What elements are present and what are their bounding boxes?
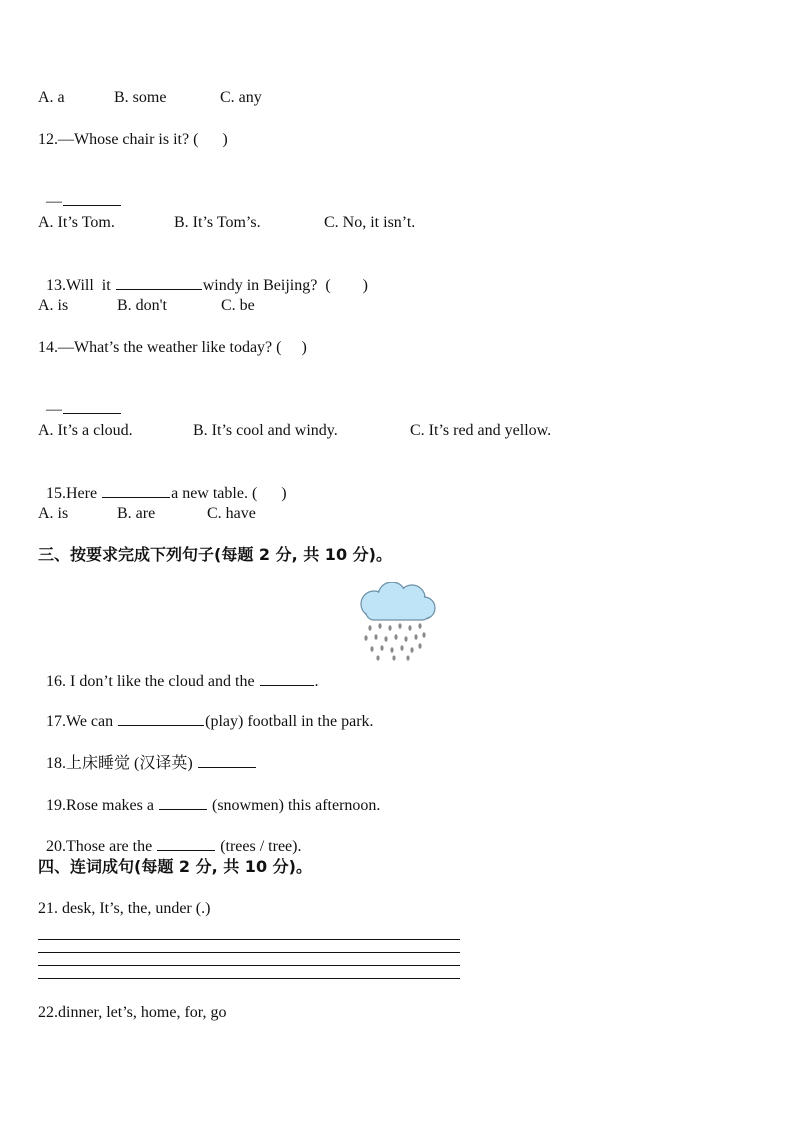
q19-stem bbox=[38, 775, 380, 816]
q14-reply-dash: — bbox=[46, 401, 62, 418]
q12-option-c: C. No, it isn’t. bbox=[324, 214, 416, 231]
q21-answer-line-1[interactable] bbox=[38, 939, 460, 940]
q13-answer-blank[interactable] bbox=[116, 275, 202, 290]
q14-stem: 14.—What’s the weather like today? ( ) bbox=[38, 339, 307, 356]
q17-prefix: 17.We can bbox=[46, 713, 118, 730]
q11-option-a: A. a bbox=[38, 89, 65, 106]
q19-answer-blank[interactable] bbox=[159, 795, 207, 810]
q21-answer-line-4[interactable] bbox=[38, 978, 460, 979]
q15-suffix: a new table. ( ) bbox=[171, 485, 287, 502]
q20-answer-blank[interactable] bbox=[157, 836, 215, 851]
q19-suffix: (snowmen) this afternoon. bbox=[207, 797, 381, 814]
section-3-heading: 三、按要求完成下列句子(每题 2 分, 共 10 分)。 bbox=[38, 545, 392, 564]
q14-option-a: A. It’s a cloud. bbox=[38, 422, 133, 439]
q14-option-b: B. It’s cool and windy. bbox=[193, 422, 338, 439]
q14-option-c: C. It’s red and yellow. bbox=[410, 422, 552, 439]
q18-answer-blank[interactable] bbox=[198, 753, 256, 768]
q11-option-c: C. any bbox=[220, 89, 262, 106]
q12-option-b: B. It’s Tom’s. bbox=[174, 214, 261, 231]
q17-answer-blank[interactable] bbox=[118, 711, 204, 726]
q22-stem: 22.dinner, let’s, home, for, go bbox=[38, 1004, 227, 1021]
rain-cloud-icon bbox=[354, 582, 440, 662]
q16-prefix: 16. I don’t like the cloud and the bbox=[46, 673, 259, 690]
q13-option-a: A. is bbox=[38, 297, 69, 314]
q14-reply bbox=[38, 379, 122, 420]
q15-prefix: 15.Here bbox=[46, 485, 102, 502]
q21-stem: 21. desk, It’s, the, under (.) bbox=[38, 900, 211, 917]
q14-answer-blank[interactable] bbox=[63, 399, 121, 414]
q15-option-b: B. are bbox=[117, 505, 156, 522]
q13-suffix: windy in Beijing? ( ) bbox=[202, 277, 368, 294]
q17-suffix: (play) football in the park. bbox=[205, 713, 374, 730]
section-4-heading: 四、连词成句(每题 2 分, 共 10 分)。 bbox=[38, 857, 312, 876]
q18-prefix: 18.上床睡觉 (汉译英) bbox=[46, 755, 197, 772]
q18-stem bbox=[38, 733, 257, 774]
q17-stem bbox=[38, 691, 374, 732]
q13-prefix: 13.Will it bbox=[46, 277, 115, 294]
q21-answer-line-3[interactable] bbox=[38, 965, 460, 966]
q12-reply bbox=[38, 171, 122, 212]
q16-suffix: . bbox=[314, 673, 319, 690]
q16-answer-blank[interactable] bbox=[260, 671, 314, 686]
q15-answer-blank[interactable] bbox=[102, 483, 170, 498]
q16-stem bbox=[38, 651, 319, 692]
q20-prefix: 20.Those are the bbox=[46, 838, 157, 855]
q12-reply-dash: — bbox=[46, 193, 62, 210]
q11-option-b: B. some bbox=[114, 89, 167, 106]
q20-stem bbox=[38, 816, 301, 857]
q15-stem bbox=[38, 463, 287, 504]
q20-suffix: (trees / tree). bbox=[216, 838, 302, 855]
q13-option-b: B. don't bbox=[117, 297, 167, 314]
q15-option-c: C. have bbox=[207, 505, 256, 522]
q13-option-c: C. be bbox=[221, 297, 255, 314]
q13-stem bbox=[38, 255, 368, 296]
q12-answer-blank[interactable] bbox=[63, 191, 121, 206]
q12-option-a: A. It’s Tom. bbox=[38, 214, 115, 231]
q19-prefix: 19.Rose makes a bbox=[46, 797, 158, 814]
q21-answer-line-2[interactable] bbox=[38, 952, 460, 953]
q12-stem: 12.—Whose chair is it? ( ) bbox=[38, 131, 228, 148]
rain-cloud-picture bbox=[354, 582, 440, 662]
q15-option-a: A. is bbox=[38, 505, 69, 522]
